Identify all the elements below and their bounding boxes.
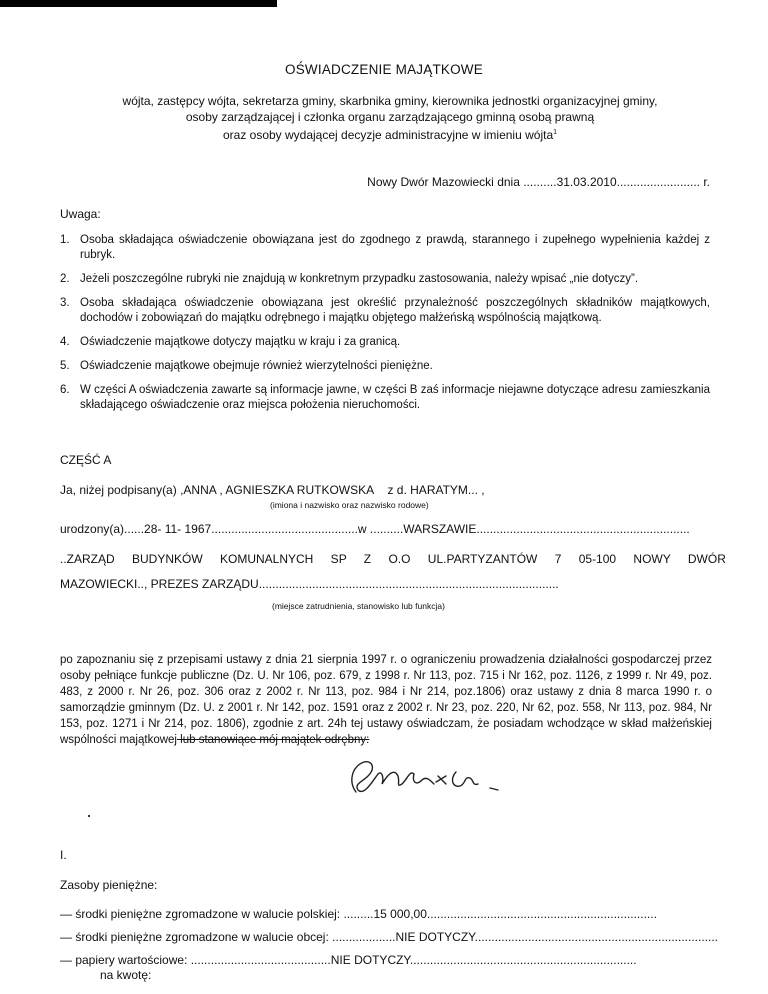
subtitle-line-2: osoby zarządzającej i członka organu zarządzającego gminną osobą prawną [185, 110, 595, 124]
note-item [60, 296, 710, 326]
birth-date: 28- 11- 1967 [144, 522, 212, 536]
cash-foreign-label: — środki pieniężne zgromadzone w walucie obcej: [60, 930, 329, 944]
date-value: 31.03.2010 [556, 175, 617, 189]
note-number: 2. [60, 273, 70, 285]
law-text-struck: lub stanowiące mój majątek odrębny: [176, 734, 370, 746]
cash-pln-line: — środki pieniężne zgromadzone w walucie polskiej: .........15 000,00..................................................................... [60, 907, 657, 921]
name-caption: (imiona i nazwisko oraz nazwisko rodowe) [270, 500, 429, 510]
amount-label: na kwotę: [100, 968, 152, 982]
birth-line: urodzony(a)......28- 11- 1967............................................w ..........WARSZAWIE................................................................ [60, 522, 690, 536]
notes-heading: Uwaga: [60, 207, 101, 221]
employment-line-1 [60, 552, 726, 566]
section-heading: Zasoby pieniężne: [60, 878, 158, 892]
securities-line: — papiery wartościowe: ..........................................NIE DOTYCZY.................................................................... [60, 953, 637, 967]
note-item [60, 359, 710, 374]
declarant-prefix: Ja, niżej podpisany(a) [60, 483, 177, 497]
notes-list [60, 233, 710, 422]
note-text: Osoba składająca oświadczenie obowiązana jest określić przynależność poszczególnych składników majątkowych, dochodów i zobowiązań do majątku odrębnego i majątku objętego małżeńską wspólnością majątkową. [80, 297, 710, 324]
note-number: 1. [60, 234, 70, 246]
note-text: Oświadczenie majątkowe dotyczy majątku w kraju i za granicą. [80, 336, 401, 348]
subtitle-line-1: wójta, zastępcy wójta, sekretarza gminy, skarbnika gminy, kierownika jednostki organizacyjnej gminy, [122, 94, 658, 108]
note-number: 5. [60, 360, 70, 372]
top-rule-thin [0, 6, 277, 7]
employment-text-1: ..ZARZĄD BUDYNKÓW KOMUNALNYCH SP Z O.O UL.PARTYZANTÓW 7 05-100 NOWY DWÓR [60, 552, 726, 566]
securities-label: — papiery wartościowe: [60, 953, 188, 967]
stray-dot [88, 815, 90, 817]
subtitle-line-3-text: oraz osoby wydającej decyzje administracyjne w imieniu wójta [222, 128, 554, 142]
place-and-date: Nowy Dwór Mazowiecki dnia ..........31.03.2010......................... r. [367, 175, 710, 189]
note-text: Osoba składająca oświadczenie obowiązana jest do zgodnego z prawdą, starannego i zupełnego wypełnienia każdej z rubryk. [80, 234, 710, 261]
birth-place: WARSZAWIE [403, 522, 477, 536]
note-text: W części A oświadczenia zawarte są informacje jawne, w części B zaś informacje niejawne dotyczące adresu zamieszkania składającego oświadczenie oraz miejsca położenia nieruchomości. [80, 384, 710, 411]
note-number: 3. [60, 297, 70, 309]
cash-foreign-line: — środki pieniężne zgromadzone w walucie obcej: ...................NIE DOTYCZY......................................................................... [60, 930, 719, 944]
declarant-name: ,ANNA , AGNIESZKA RUTKOWSKA [180, 483, 375, 497]
note-item [60, 335, 710, 350]
born-in: w .......... [357, 522, 404, 536]
note-item [60, 272, 710, 287]
part-a-heading: CZĘŚĆ A [60, 453, 112, 467]
cash-foreign-value: NIE DOTYCZY [395, 930, 475, 944]
maiden-name: z d. HARATYM... , [387, 483, 485, 497]
securities-value: NIE DOTYCZY [330, 953, 410, 967]
signature-scribble [338, 752, 508, 804]
document-subtitle [100, 93, 680, 143]
note-number: 4. [60, 336, 70, 348]
law-statement [60, 652, 712, 748]
footnote-mark: 1 [553, 129, 558, 136]
document-title: OŚWIADCZENIE MAJĄTKOWE [285, 62, 483, 77]
subtitle-line-3 [100, 125, 680, 143]
place: Nowy Dwór Mazowiecki [367, 175, 494, 189]
section-numeral: I. [60, 848, 67, 862]
cash-pln-value: 15 000,00 [373, 907, 427, 921]
note-item [60, 233, 710, 263]
date-prefix: dnia [497, 175, 520, 189]
cash-pln-label: — środki pieniężne zgromadzone w walucie polskiej: [60, 907, 341, 921]
employment-caption: (miejsce zatrudnienia, stanowisko lub funkcja) [272, 601, 445, 611]
born-prefix: urodzony(a)...... [60, 522, 145, 536]
note-text: Oświadczenie majątkowe obejmuje również wierzytelności pieniężne. [80, 360, 433, 372]
declarant-line [60, 483, 485, 497]
law-text: po zapoznaniu się z przepisami ustawy z dnia 21 sierpnia 1997 r. o ograniczeniu prowadzenia działalności gospodarczej przez osoby pełniące funkcje publiczne (Dz. U. Nr 106, poz. 679, z 1998 r. Nr 113, poz. 715 i Nr 162, poz. 1126, z 1999 r. Nr 49, poz. 483, z 2000 r. Nr 26, poz. 306 oraz z 2002 r. Nr 113, poz. 984 i Nr 214, poz.1806) oraz ustawy z dnia 8 marca 1990 r. o samorządzie gminnym (Dz. U. z 2001 r. Nr 142, poz. 1591 oraz z 2002 r. Nr 23, poz. 220, Nr 62, poz. 558, Nr 113, poz. 984, Nr 153, poz. 1271 i Nr 214, poz. 1806), zgodnie z art. 24h tej ustawy oświadczam, że posiadam wchodzące w skład małżeńskiej wspólności majątkowej [60, 654, 712, 746]
employment-line-2: MAZOWIECKI.., PREZES ZARZĄDU.......................................................................................... [60, 577, 559, 591]
note-number: 6. [60, 384, 70, 396]
note-item [60, 383, 710, 413]
employment-text-2: MAZOWIECKI.., PREZES ZARZĄDU [60, 577, 259, 591]
date-suffix: r. [703, 175, 710, 189]
note-text: Jeżeli poszczególne rubryki nie znajdują w konkretnym przypadku zastosowania, należy wpisać „nie dotyczy”. [80, 273, 639, 285]
